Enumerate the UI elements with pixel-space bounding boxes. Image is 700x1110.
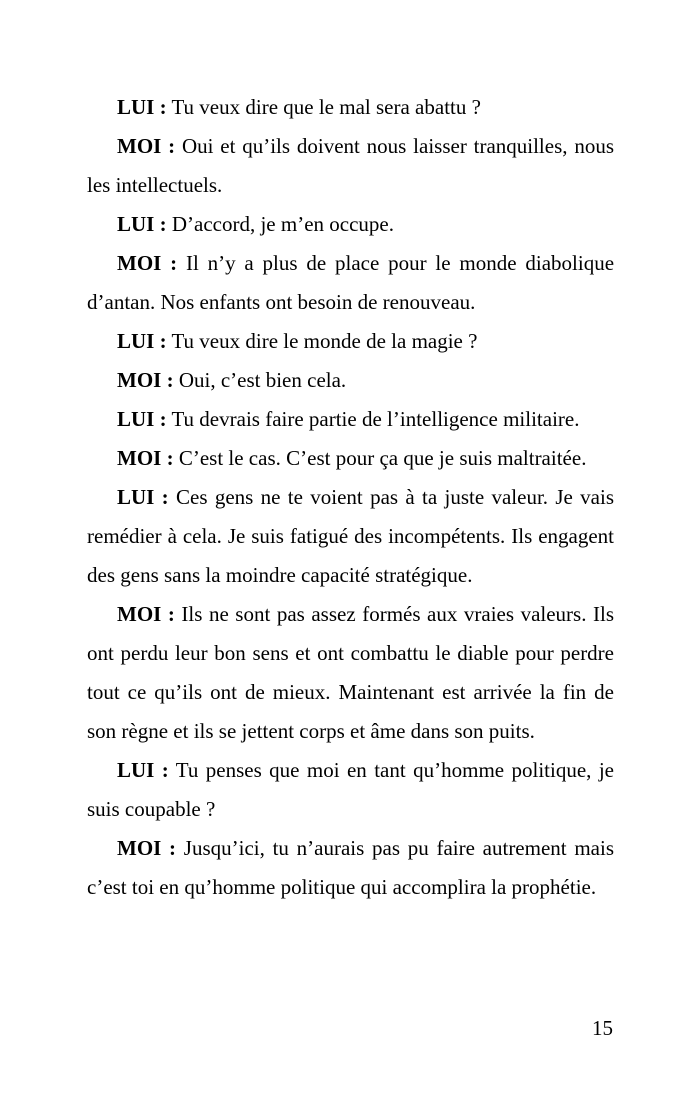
speaker-label: MOI : [117,368,174,392]
dialogue-paragraph [87,127,614,205]
dialogue-paragraph [87,205,614,244]
speaker-label: MOI : [117,134,176,158]
dialogue-line: Ces gens ne te voient pas à ta juste valeur. Je vais remédier à cela. Je suis fatigué des incompétents. Ils engagent des gens sans la moindre capacité stratégique. [87,485,615,587]
speaker-label: LUI : [117,212,167,236]
speaker-label: MOI : [117,446,174,470]
dialogue-paragraph [87,244,614,322]
dialogue-paragraph [87,439,614,478]
dialogue-paragraph [87,361,614,400]
speaker-label: LUI : [117,329,167,353]
speaker-label: MOI : [117,251,178,275]
dialogue-paragraph [87,751,614,829]
dialogue-line: Tu veux dire le monde de la magie ? [171,329,478,353]
speaker-label: MOI : [117,602,175,626]
dialogue-line: Jusqu’ici, tu n’aurais pas pu faire autrement mais c’est toi en qu’homme politique qui accomplira la prophétie. [87,836,615,899]
dialogue-line: Il n’y a plus de place pour le monde diabolique d’antan. Nos enfants ont besoin de renouveau. [87,251,615,314]
dialogue-paragraph [87,322,614,361]
dialogue-paragraph [87,88,614,127]
dialogue-line: Tu veux dire que le mal sera abattu ? [171,95,481,119]
page-number: 15 [592,1016,613,1040]
speaker-label: LUI : [117,407,167,431]
dialogue-paragraph [87,829,614,907]
dialogue-line: Tu devrais faire partie de l’intelligence militaire. [171,407,580,431]
dialogue-line: Oui et qu’ils doivent nous laisser tranquilles, nous les intellectuels. [87,134,614,197]
speaker-label: LUI : [117,95,167,119]
dialogue-text [87,88,614,907]
dialogue-paragraph [87,595,614,751]
speaker-label: MOI : [117,836,177,860]
speaker-label: LUI : [117,758,169,782]
dialogue-line: C’est le cas. C’est pour ça que je suis maltraitée. [178,446,587,470]
dialogue-line: D’accord, je m’en occupe. [171,212,394,236]
dialogue-paragraph [87,478,614,595]
dialogue-line: Oui, c’est bien cela. [178,368,347,392]
dialogue-line: Ils ne sont pas assez formés aux vraies valeurs. Ils ont perdu leur bon sens et ont combattu le diable pour perdre tout ce qu’ils ont de mieux. Maintenant est arrivée la fin de son règne et ils se jettent corps et âme dans son puits. [87,602,615,743]
dialogue-line: Tu penses que moi en tant qu’homme politique, je suis coupable ? [87,758,614,821]
dialogue-paragraph [87,400,614,439]
speaker-label: LUI : [117,485,169,509]
